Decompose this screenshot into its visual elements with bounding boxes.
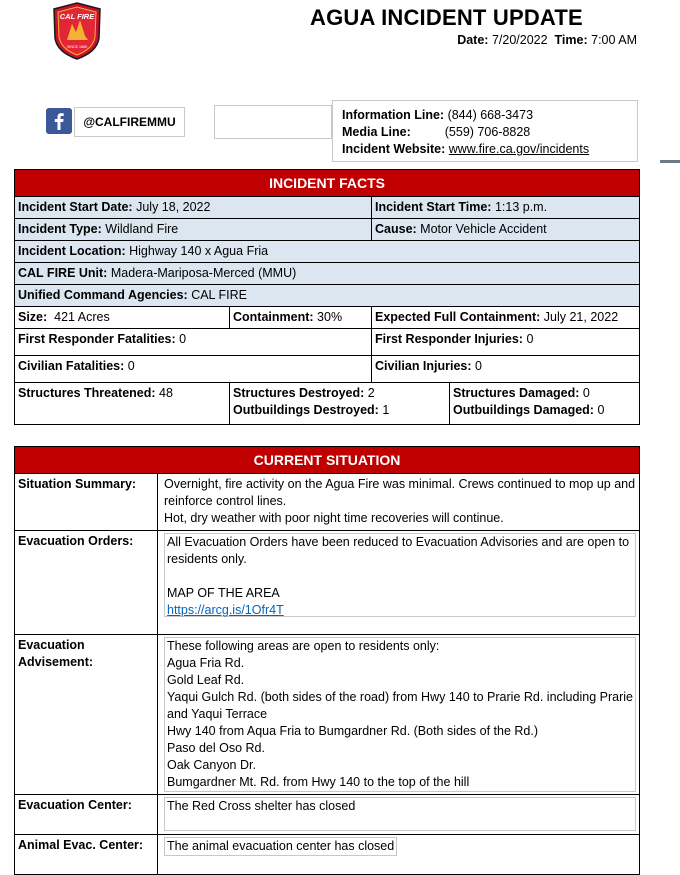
civ-fatalities-label: Civilian Fatalities: xyxy=(18,359,125,373)
animal-cell xyxy=(158,835,640,875)
civ-injuries-label: Civilian Injuries: xyxy=(375,359,472,373)
website-link[interactable]: www.fire.ca.gov/incidents xyxy=(448,142,590,156)
destroyed-cell xyxy=(230,383,450,425)
cal-fire-logo xyxy=(52,2,102,60)
advisement-box xyxy=(164,637,636,792)
location-cell xyxy=(15,241,640,263)
date-value: 7/20/2022 xyxy=(491,33,548,47)
agencies-label: Unified Command Agencies: xyxy=(18,288,188,302)
advisement-area: Gold Leaf Rd. xyxy=(167,673,245,687)
advisement-area: Yaqui Gulch Rd. (both sides of the road) from Hwy 140 to Prarie Rd. including Prarie and Yaqui Terrace xyxy=(167,690,633,721)
info-box xyxy=(332,100,638,162)
type-label: Incident Type: xyxy=(18,222,102,236)
unit-value: Madera-Mariposa-Merced (MMU) xyxy=(110,266,297,280)
incident-facts-table xyxy=(14,169,640,425)
location-label: Incident Location: xyxy=(18,244,126,258)
start-time-cell xyxy=(372,197,640,219)
date-label: Date: xyxy=(457,33,489,47)
orders-cell xyxy=(158,531,640,635)
out-damaged-label: Outbuildings Damaged: xyxy=(453,403,594,417)
unit-cell xyxy=(15,263,640,285)
advisement-area: Oak Canyon Dr. xyxy=(167,758,256,772)
advisement-area: Hwy 140 from Aqua Fria to Bumgardner Rd. (Both sides of the Rd.) xyxy=(167,724,539,738)
start-date-cell xyxy=(15,197,372,219)
threatened-label: Structures Threatened: xyxy=(18,386,156,400)
current-situation-heading: CURRENT SITUATION xyxy=(15,447,640,474)
advisement-intro: These following areas are open to residents only: xyxy=(167,639,440,653)
advisement-label: Evacuation Advisement: xyxy=(15,635,158,795)
agencies-cell xyxy=(15,285,640,307)
summary-cell xyxy=(158,474,640,531)
fr-injuries-cell xyxy=(372,329,640,356)
unit-label: CAL FIRE Unit: xyxy=(18,266,108,280)
summary-line: Overnight, fire activity on the Agua Fire was minimal. Crews continued to mop up and reinforce control lines. xyxy=(164,477,636,508)
civ-fatalities-value: 0 xyxy=(127,359,135,373)
type-cell xyxy=(15,219,372,241)
orders-label: Evacuation Orders: xyxy=(15,531,158,635)
facebook-icon[interactable] xyxy=(46,108,72,134)
cause-label: Cause: xyxy=(375,222,417,236)
map-link[interactable]: https://arcg.is/1Ofr4T xyxy=(167,603,284,617)
start-date-value: July 18, 2022 xyxy=(136,200,211,214)
start-date-label: Incident Start Date: xyxy=(18,200,133,214)
media-line-label: Media Line: xyxy=(342,125,411,139)
out-destroyed-value: 1 xyxy=(382,403,390,417)
fr-fatalities-label: First Responder Fatalities: xyxy=(18,332,176,346)
center-box xyxy=(164,797,636,831)
advisement-area: Bumgardner Mt. Rd. from Hwy 140 to the top of the hill xyxy=(167,775,470,789)
animal-text: The animal evacuation center has closed xyxy=(164,837,397,856)
svg-text:CAL FIRE: CAL FIRE xyxy=(59,12,95,21)
containment-cell xyxy=(230,307,372,329)
agencies-value: CAL FIRE xyxy=(191,288,247,302)
blank-box xyxy=(214,105,332,139)
advisement-cell xyxy=(158,635,640,795)
media-line-value: (559) 706-8828 xyxy=(444,125,531,139)
containment-value: 30% xyxy=(317,310,343,324)
civ-fatalities-cell xyxy=(15,356,372,383)
fr-injuries-label: First Responder Injuries: xyxy=(375,332,523,346)
edge-divider xyxy=(660,160,680,163)
cause-value: Motor Vehicle Accident xyxy=(420,222,547,236)
destroyed-label: Structures Destroyed: xyxy=(233,386,365,400)
info-line-value: (844) 668-3473 xyxy=(447,108,534,122)
info-line-label: Information Line: xyxy=(342,108,445,122)
orders-text: All Evacuation Orders have been reduced to Evacuation Advisories and are open to residents only. xyxy=(167,535,630,566)
out-destroyed-label: Outbuildings Destroyed: xyxy=(233,403,379,417)
time-label: Time: xyxy=(554,33,588,47)
advisement-area: Agua Fria Rd. xyxy=(167,656,245,670)
threatened-value: 48 xyxy=(159,386,173,400)
size-cell xyxy=(15,307,230,329)
date-time-line xyxy=(457,33,637,47)
website-label: Incident Website: xyxy=(342,142,446,156)
map-label: MAP OF THE AREA xyxy=(167,586,280,600)
fr-fatalities-value: 0 xyxy=(179,332,187,346)
center-label: Evacuation Center: xyxy=(15,795,158,835)
size-value: 421 Acres xyxy=(54,310,110,324)
expected-cell xyxy=(372,307,640,329)
facebook-handle[interactable]: @CALFIREMMU xyxy=(74,107,185,137)
fr-fatalities-cell xyxy=(15,329,372,356)
animal-label: Animal Evac. Center: xyxy=(15,835,158,875)
expected-value: July 21, 2022 xyxy=(543,310,619,324)
center-text: The Red Cross shelter has closed xyxy=(167,799,356,813)
civ-injuries-cell xyxy=(372,356,640,383)
center-cell xyxy=(158,795,640,835)
fr-injuries-value: 0 xyxy=(526,332,534,346)
incident-facts-heading: INCIDENT FACTS xyxy=(15,170,640,197)
out-damaged-value: 0 xyxy=(597,403,605,417)
civ-injuries-value: 0 xyxy=(475,359,482,373)
time-value: 7:00 AM xyxy=(591,33,637,47)
orders-box xyxy=(164,533,636,617)
destroyed-value: 2 xyxy=(367,386,375,400)
page-title: AGUA INCIDENT UPDATE xyxy=(310,5,583,30)
damaged-label: Structures Damaged: xyxy=(453,386,580,400)
svg-text:SINCE 1885: SINCE 1885 xyxy=(67,45,87,49)
start-time-label: Incident Start Time: xyxy=(375,200,492,214)
summary-label: Situation Summary: xyxy=(15,474,158,531)
advisement-area: Paso del Oso Rd. xyxy=(167,741,265,755)
type-value: Wildland Fire xyxy=(105,222,179,236)
damaged-value: 0 xyxy=(582,386,590,400)
threatened-cell xyxy=(15,383,230,425)
start-time-value: 1:13 p.m. xyxy=(494,200,548,214)
summary-line: Hot, dry weather with poor night time recoveries will continue. xyxy=(164,511,504,525)
location-value: Highway 140 x Agua Fria xyxy=(129,244,269,258)
containment-label: Containment: xyxy=(233,310,314,324)
current-situation-table xyxy=(14,446,640,875)
size-label: Size: xyxy=(18,310,48,324)
expected-label: Expected Full Containment: xyxy=(375,310,541,324)
damaged-cell xyxy=(450,383,640,425)
cause-cell xyxy=(372,219,640,241)
